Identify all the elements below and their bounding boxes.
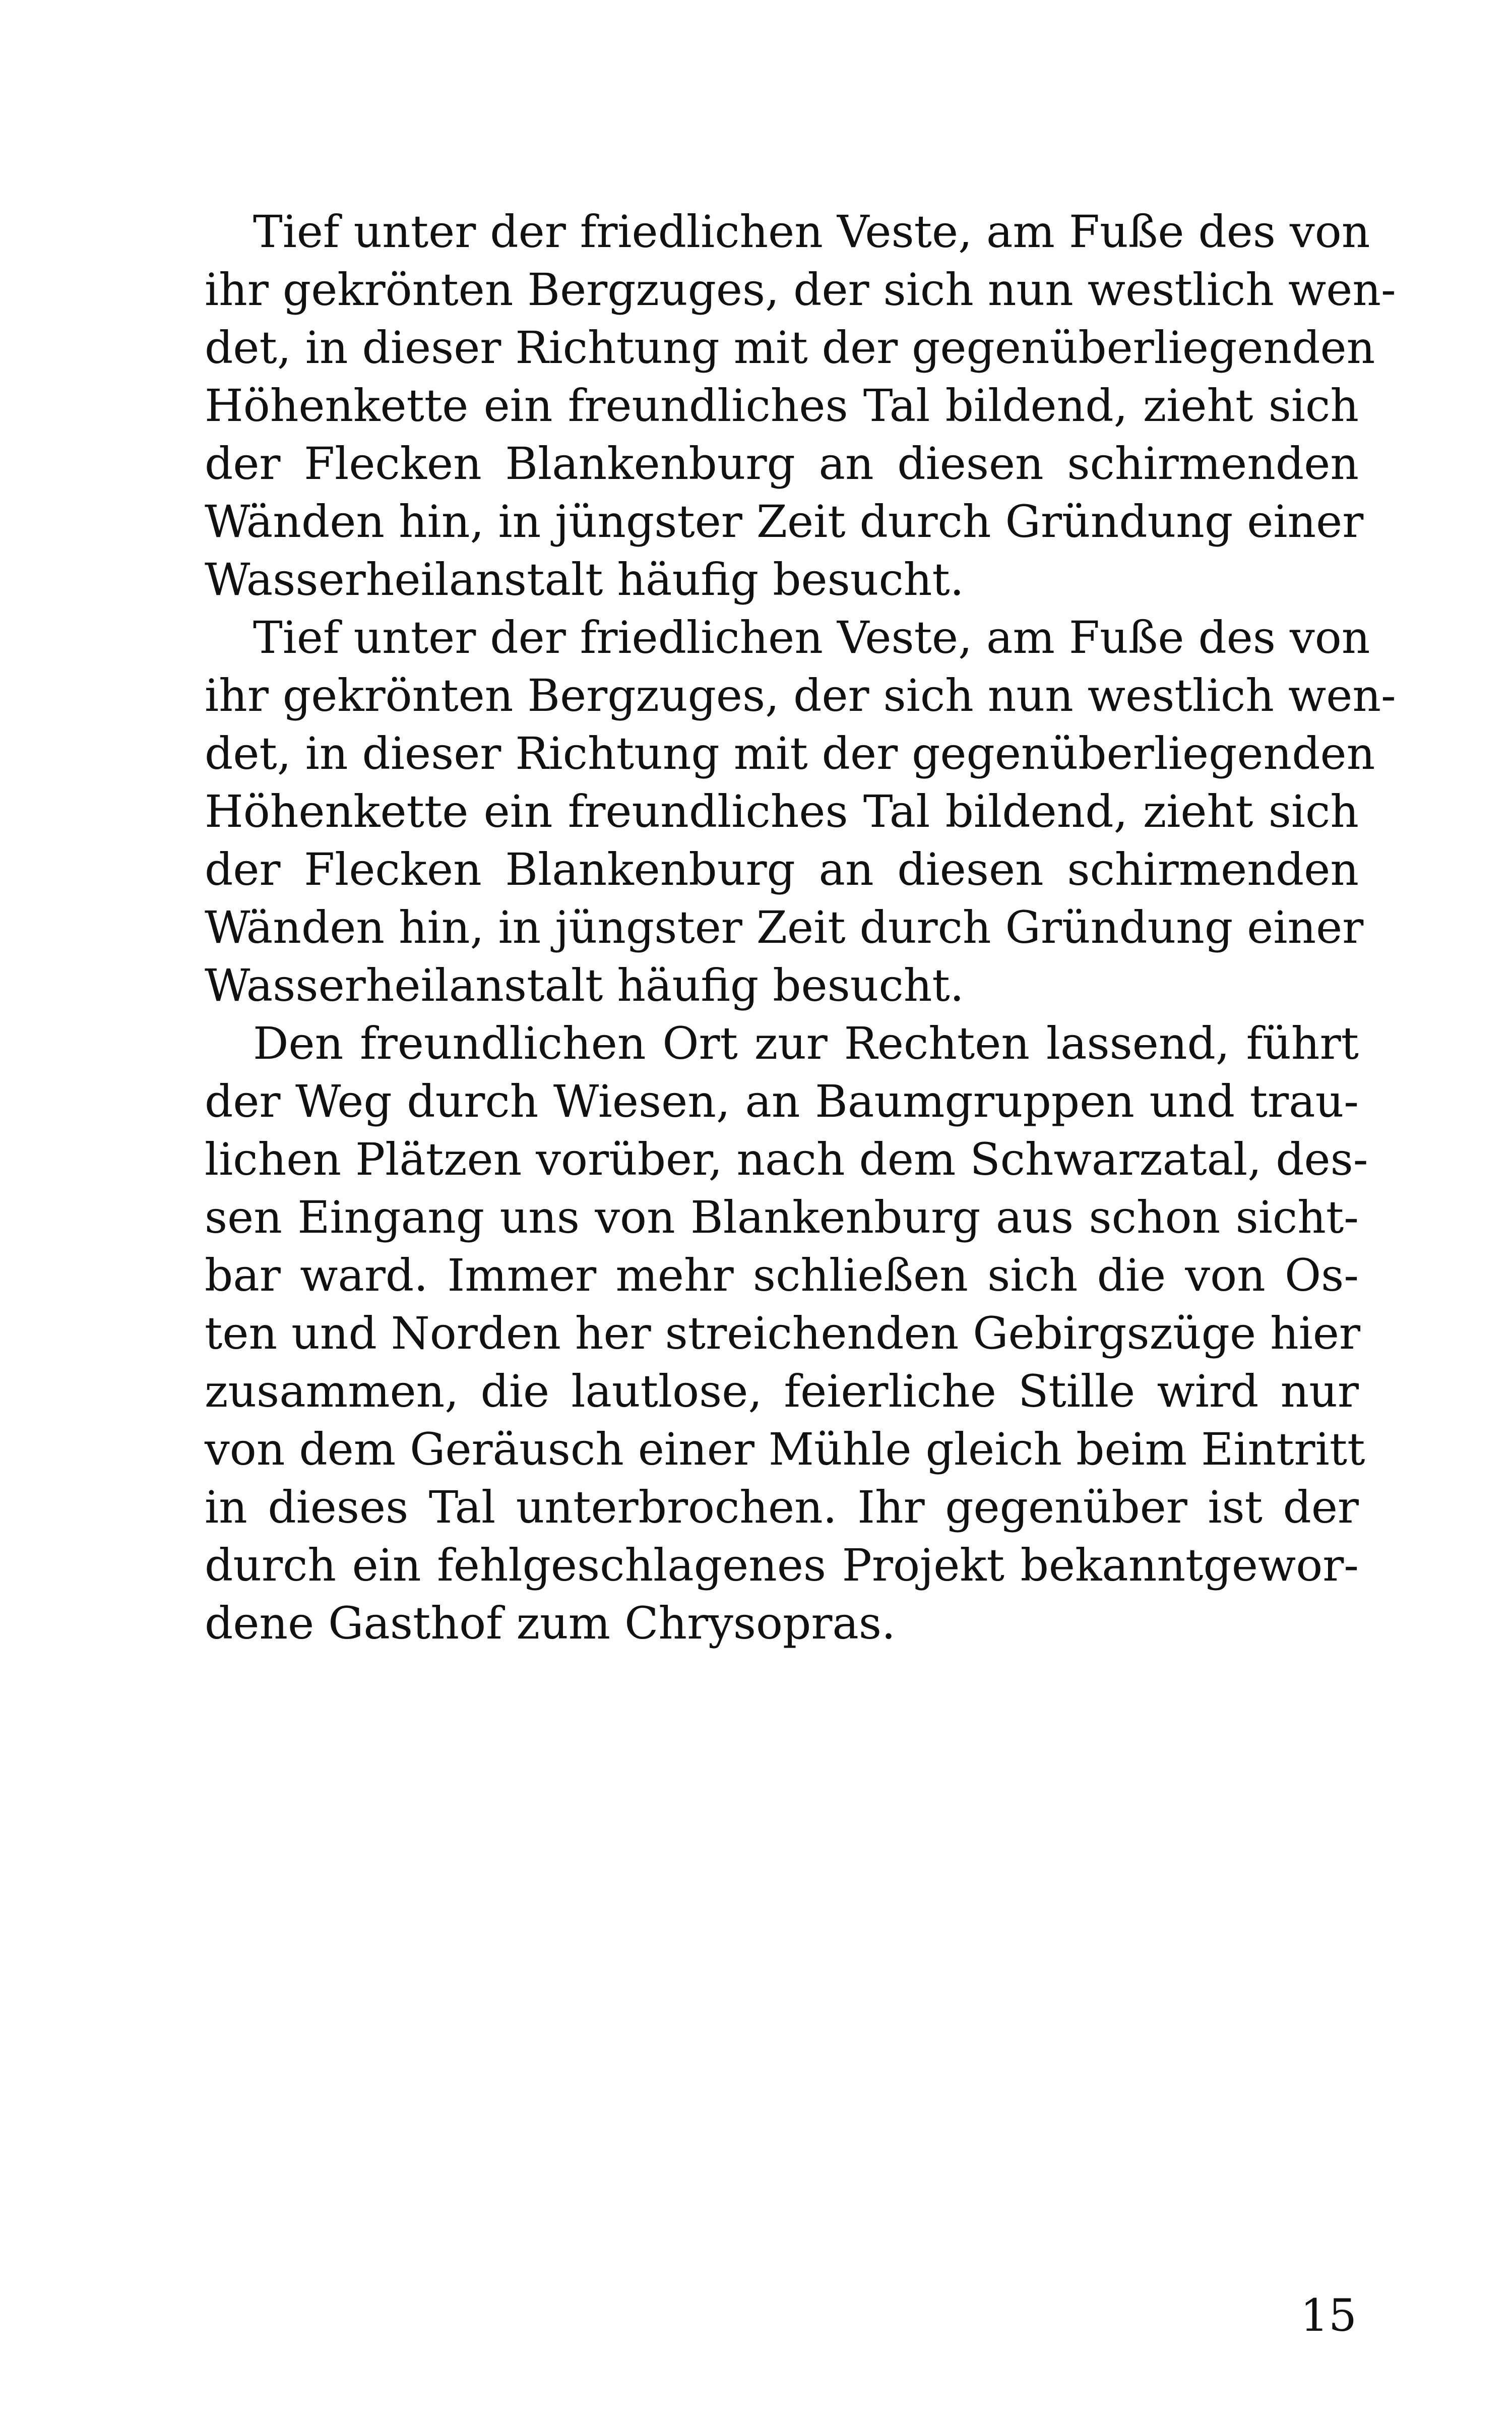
text-line: dene Gasthof zum Chrysopras. <box>205 1597 896 1649</box>
text-line: der Flecken Blankenburg an diesen schirmenden <box>205 843 1359 895</box>
body-text <box>205 203 1396 1652</box>
text-line: zusammen, die lautlose, feierliche Stille wird nur <box>205 1365 1359 1417</box>
text-line: der Weg durch Wiesen, an Baumgruppen und trau- <box>205 1075 1359 1127</box>
text-line: ihr gekrönten Bergzuges, der sich nun westlich wen- <box>205 670 1396 721</box>
text-line: Den freundlichen Ort zur Rechten lassend, führt <box>253 1017 1359 1069</box>
text-line: Wänden hin, in jüngster Zeit durch Gründung einer <box>205 496 1364 548</box>
text-line: bar ward. Immer mehr schließen sich die von Os- <box>205 1249 1359 1301</box>
text-line: ihr gekrönten Bergzuges, der sich nun westlich wen- <box>205 264 1396 316</box>
paragraph-1 <box>205 203 1396 609</box>
text-line: ten und Norden her streichenden Gebirgszüge hier <box>205 1307 1361 1359</box>
text-line: lichen Plätzen vorüber, nach dem Schwarzatal, des- <box>205 1133 1368 1185</box>
text-line: durch ein fehlgeschlagenes Projekt bekanntgewor- <box>205 1539 1359 1591</box>
text-line: in dieses Tal unterbrochen. Ihr gegenüber ist der <box>205 1481 1359 1533</box>
text-line: Höhenkette ein freundliches Tal bildend, zieht sich <box>205 785 1359 837</box>
text-line: det, in dieser Richtung mit der gegenüberliegenden <box>205 728 1375 779</box>
page-number: 15 <box>1300 2289 1357 2341</box>
text-line: Tief unter der friedlichen Veste, am Fuße des von <box>253 206 1370 258</box>
text-line: von dem Geräusch einer Mühle gleich beim Eintritt <box>205 1423 1365 1475</box>
paragraph-3 <box>205 1014 1368 1652</box>
paragraph-2 <box>205 609 1396 1014</box>
text-line: der Flecken Blankenburg an diesen schirmenden <box>205 438 1359 490</box>
text-line: det, in dieser Richtung mit der gegenüberliegenden <box>205 322 1375 374</box>
text-line: sen Eingang uns von Blankenburg aus schon sicht- <box>205 1191 1359 1243</box>
text-line: Wasserheilanstalt häufig besucht. <box>205 554 964 606</box>
text-line: Tief unter der friedlichen Veste, am Fuße des von <box>253 612 1370 663</box>
text-line: Höhenkette ein freundliches Tal bildend, zieht sich <box>205 380 1359 432</box>
text-line: Wänden hin, in jüngster Zeit durch Gründung einer <box>205 901 1364 953</box>
text-line: Wasserheilanstalt häufig besucht. <box>205 959 964 1011</box>
